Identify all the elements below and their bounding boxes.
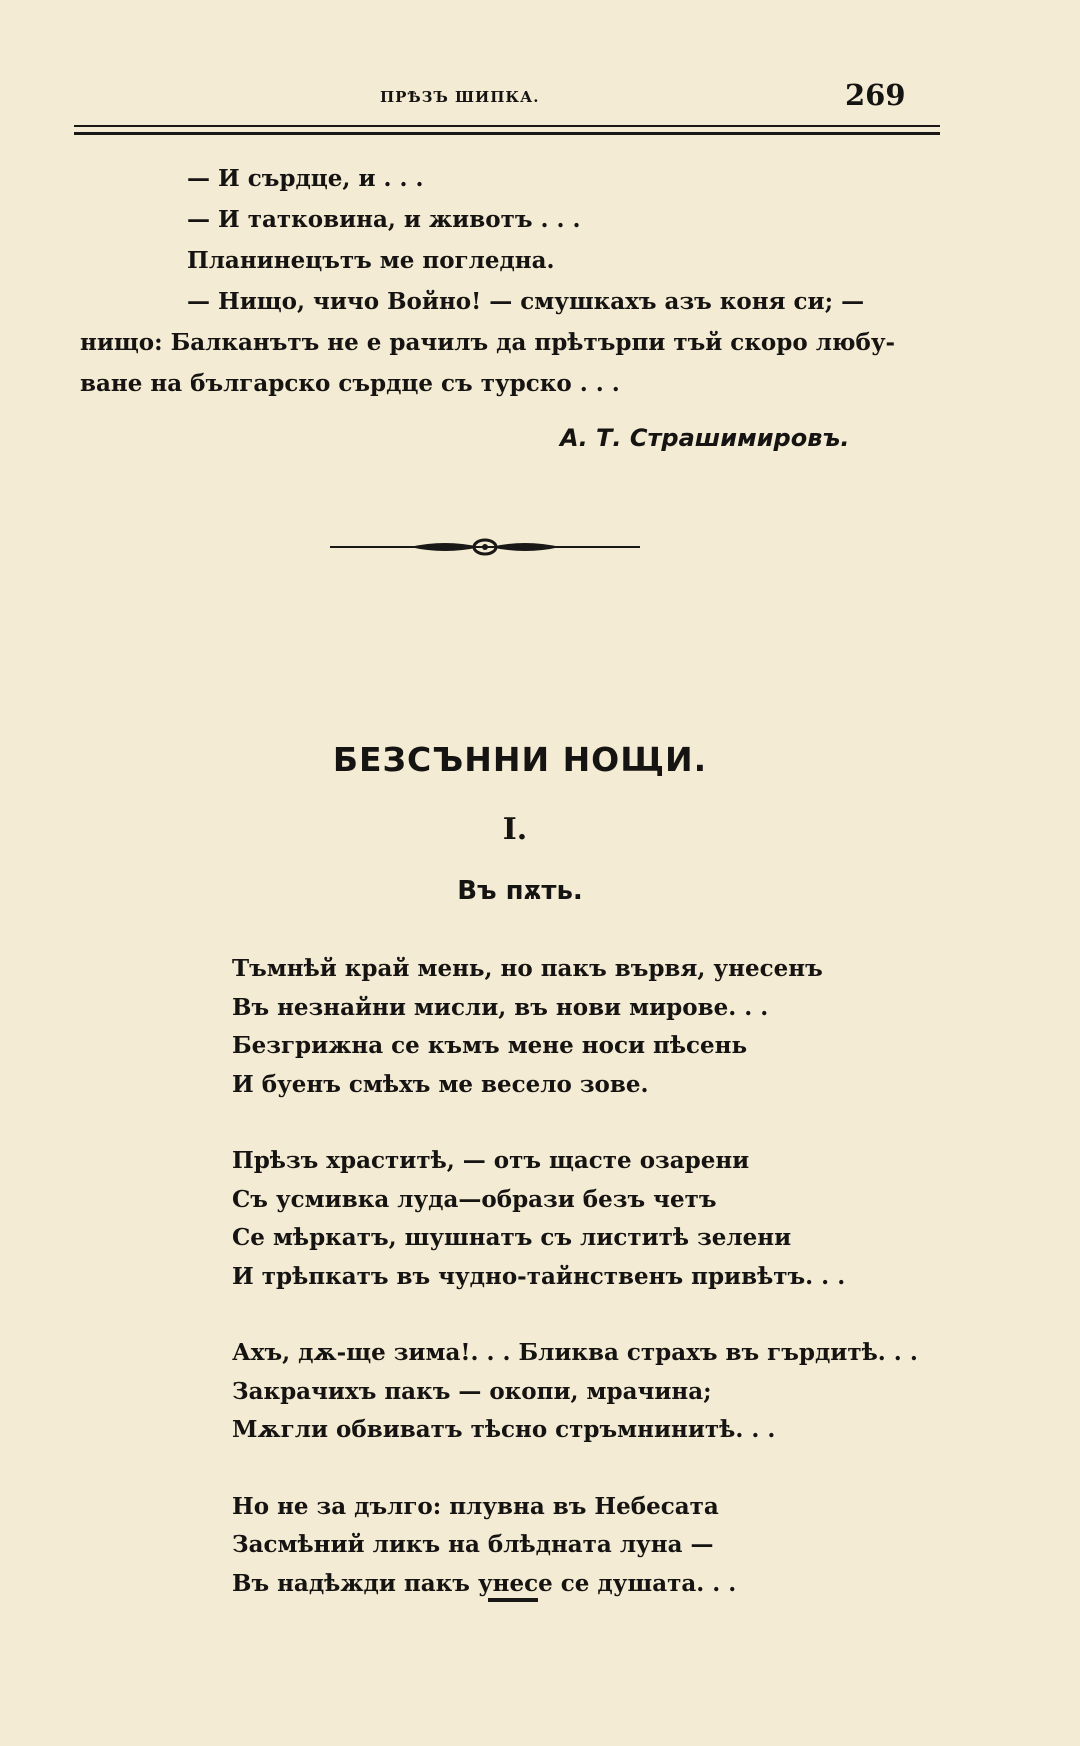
verse-line: И трѣпкатъ въ чудно-тайнственъ привѣтъ. . . [232, 1262, 846, 1290]
stanza [232, 1334, 918, 1450]
verse-line: Ахъ, дѫ-ще зима!. . . Бликва страхъ въ гърдитѣ. . . [232, 1339, 918, 1366]
prose-line: Планинецътъ ме погледна. [187, 247, 555, 274]
prose-line: — Нищо, чичо Войно! — смушкахъ азъ коня си; — [187, 288, 865, 315]
verse-line: Въ незнайни мисли, въ нови мирове. . . [232, 993, 769, 1021]
page-number: 269 [845, 78, 906, 112]
verse-line: Се мѣркатъ, шушнатъ съ листитѣ зелени [232, 1224, 792, 1251]
stanza [232, 950, 918, 1104]
author-signature: А. Т. Страшимировъ. [560, 424, 850, 452]
verse-line: Засмѣний ликъ на блѣдната луна — [232, 1531, 714, 1558]
running-title: ПРѢЗЪ ШИПКА. [380, 88, 540, 106]
verse-line: Въ надѣжди пакъ унесе се душата. . . [232, 1569, 737, 1597]
verse-line: Безгрижна се къмъ мене носи пѣсень [232, 1032, 748, 1059]
prose-line: ване на българско сърдце съ турско . . . [80, 370, 620, 397]
prose-line: — И татковина, и животъ . . . [187, 206, 581, 233]
end-rule [488, 1598, 538, 1602]
header-rule-thin [74, 125, 940, 127]
prose-ending [80, 158, 940, 404]
verse-line: Прѣзъ храститѣ, — отъ щасте озарени [232, 1147, 750, 1174]
stanza [232, 1488, 918, 1604]
verse-line: Но не за дълго: плувна въ Небесата [232, 1492, 719, 1520]
stanza [232, 1142, 918, 1296]
verse-line: Тъмнѣй край мень, но пакъ вървя, унесенъ [232, 955, 823, 982]
prose-line: — И сърдце, и . . . [187, 165, 424, 192]
header-rule-thick [74, 132, 940, 135]
poem-body [232, 950, 918, 1641]
verse-line: Съ усмивка луда—образи безъ четъ [232, 1185, 717, 1213]
verse-line: Мѫгли обвиватъ тѣсно стръмнинитѣ. . . [232, 1416, 776, 1443]
verse-line: Закрачихъ пакъ — окопи, мрачина; [232, 1377, 712, 1405]
verse-line: И буенъ смѣхъ ме весело зове. [232, 1070, 649, 1098]
poem-part-number: I. [502, 812, 528, 847]
poem-title: БЕЗСЪННИ НОЩИ. [332, 740, 708, 779]
ornament-divider [330, 535, 640, 559]
running-header [0, 78, 1080, 118]
poem-part-title: Въ пѫть. [457, 876, 583, 906]
prose-line: нищо: Балканътъ не е рачилъ да прѣтърпи тъй скоро любу- [80, 329, 896, 356]
